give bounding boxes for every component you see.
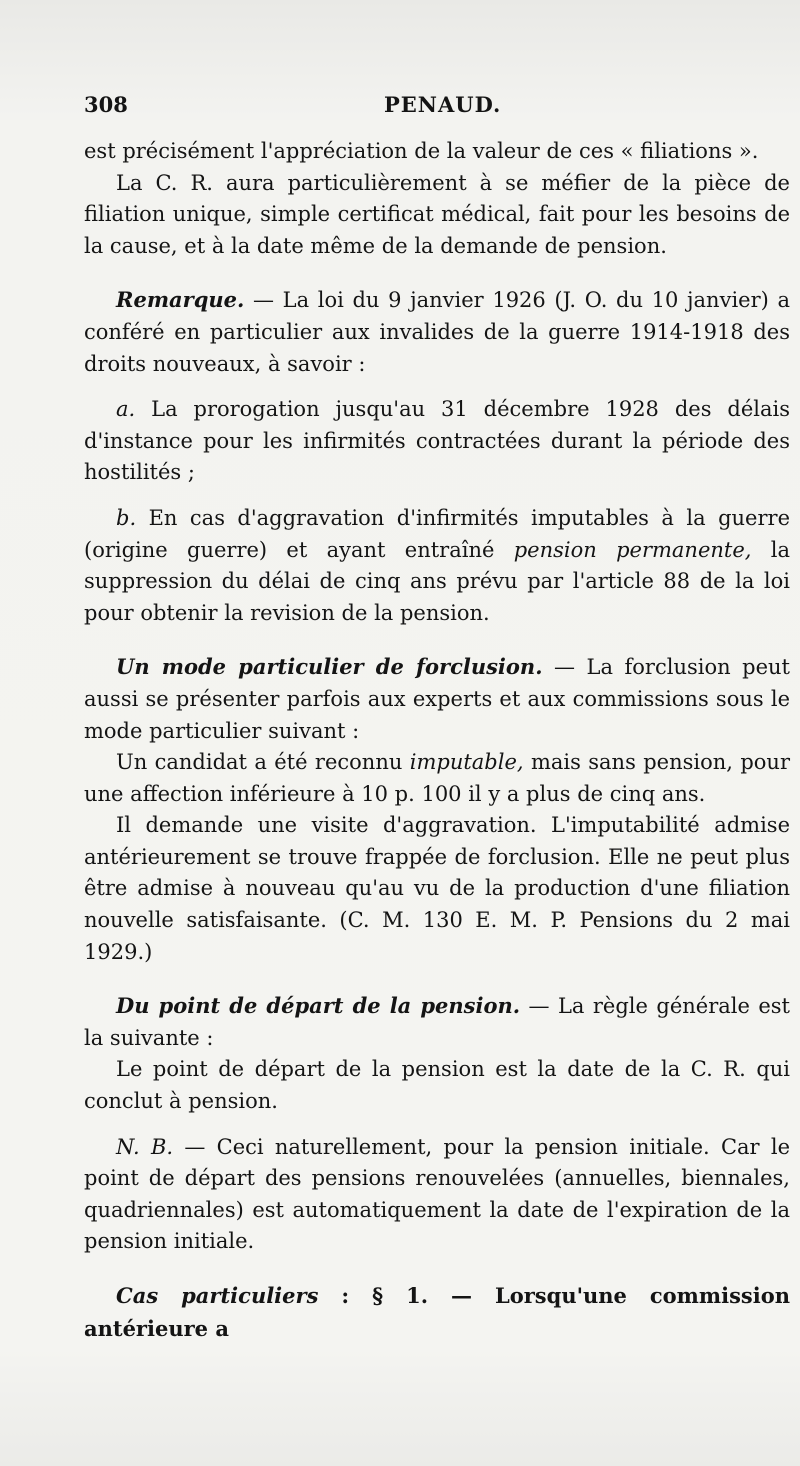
list-item-b [84,503,790,629]
paragraph-remarque [84,284,790,380]
paragraph-aggravation [84,810,790,968]
paragraph-text: La prorogation jusqu'au 31 décembre 1928 des délais d'instance pour les infirmités contractées durant la période des hostilités ; [84,397,790,485]
body-text [84,136,790,1345]
run-in-heading: Cas particuliers [116,1283,319,1308]
run-in-heading: N. B. [116,1134,174,1159]
paragraph-candidat [84,747,790,810]
emphasis-text: imputable, [409,750,524,775]
running-title: PENAUD. [384,92,502,117]
paragraph-filiations-end [84,136,790,168]
paragraph-text: Il demande une visite d'aggravation. L'imputabilité admise antérieurement se trouve frappée de forclusion. Elle ne peut plus être admise à nouveau qu'au vu de la production d'une filiation nouvelle satisfaisante. (C. M. 130 E. M. P. Pensions du 2 mai 1929.) [84,813,790,964]
paragraph-text: est précisément l'appréciation de la valeur de ces « filiations ». [84,139,759,163]
page-number: 308 [84,92,128,117]
run-in-heading: Un mode particulier de forclusion. [116,654,543,680]
paragraph-text: Le point de départ de la pension est la date de la C. R. qui conclut à pension. [84,1057,790,1114]
paragraph-point-de-depart [84,990,790,1054]
list-letter: a. [116,397,136,422]
paragraph-regle [84,1054,790,1117]
paragraph-text: — La forclusion peut aussi se présenter parfois aux experts et aux commissions sous le mode particulier suivant : [84,655,790,743]
paragraph-text: En cas d'aggravation d'infirmités imputables à la guerre (origine guerre) et ayant entraîné [84,505,790,562]
paragraph-nb [84,1132,790,1258]
paragraph-forclusion [84,651,790,747]
emphasis-text: pension permanente, [513,537,752,562]
run-in-heading: Du point de départ de la pension. [116,993,521,1019]
page-header [84,92,784,122]
paragraph-cr-warning [84,168,790,263]
paragraph-text: : § 1. — Lorsqu'une commission antérieure a [84,1283,790,1341]
paragraph-text: la suppression du délai de cinq ans prévu par l'article 88 de la loi pour obtenir la revision de la pension. [84,537,791,625]
paragraph-text: mais sans pension, pour une affection inférieure à 10 p. 100 il y a plus de cinq ans. [84,750,790,806]
paragraph-text: — La règle générale est la suivante : [84,994,790,1050]
list-item-a [84,394,790,489]
paragraph-text: La C. R. aura particulièrement à se méfier de la pièce de filiation unique, simple certificat médical, fait pour les besoins de la cause, et à la date même de la demande de pension. [84,170,790,258]
paragraph-text: — La loi du 9 janvier 1926 (J. O. du 10 janvier) a conféré en particulier aux invalides de la guerre 1914-1918 des droits nouveaux, à savoir : [84,288,790,376]
paragraph-text: Un candidat a été reconnu [116,750,410,775]
paragraph-text: — Ceci naturellement, pour la pension initiale. Car le point de départ des pensions renouvelées (annuelles, biennales, quadriennales) est automatiquement la date de l'expiration de la pension initiale. [84,1134,790,1254]
paragraph-cas-particuliers [84,1280,790,1345]
run-in-heading: Remarque. [116,287,245,313]
list-letter: b. [116,505,137,530]
